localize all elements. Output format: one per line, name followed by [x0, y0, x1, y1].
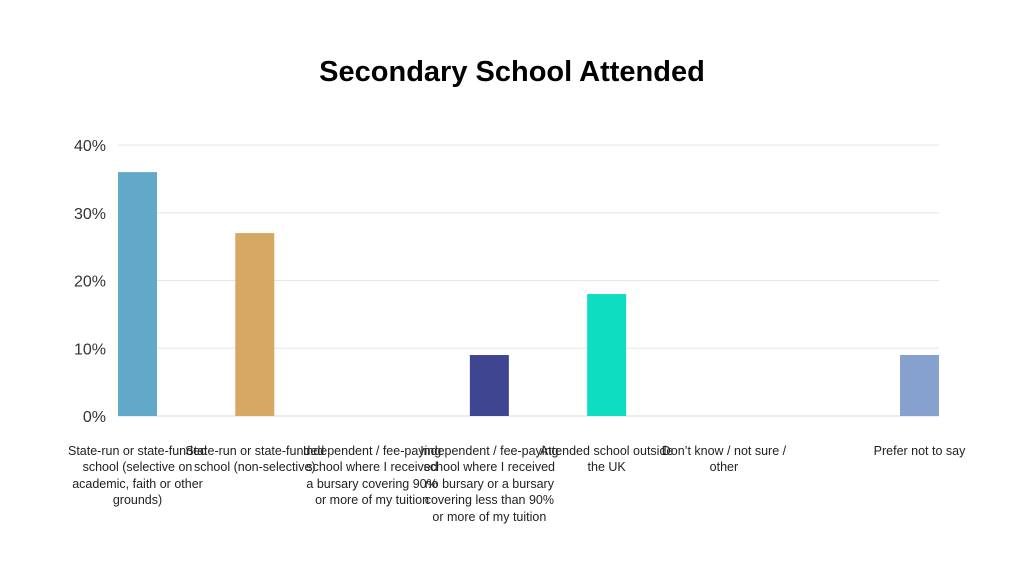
x-tick-label: Don’t know / not sure / other	[661, 444, 787, 475]
chart-title: Secondary School Attended	[319, 56, 705, 88]
bars	[118, 172, 939, 416]
bar	[118, 172, 157, 416]
y-tick-label: 20%	[73, 273, 106, 291]
bar	[587, 294, 626, 416]
x-tick-label: Independent / fee-paying school where I received no bursary or a bursary covering less than 90% or more of my tuition	[420, 444, 559, 524]
x-tick-label: State-run or state-funded school (selective on academic, faith or other grounds)	[68, 444, 207, 508]
x-tick-label: Independent / fee-paying school where I received a bursary covering 90% or more of my tuition	[302, 444, 442, 508]
y-tick-label: 40%	[73, 138, 106, 155]
y-tick-label: 10%	[73, 341, 106, 359]
x-tick-label: Attended school outside the UK	[539, 444, 674, 475]
bar	[235, 233, 274, 416]
y-tick-label: 30%	[73, 205, 106, 223]
x-tick-label: State-run or state-funded school (non-selective)	[185, 444, 325, 475]
bar	[470, 355, 509, 416]
bar	[900, 355, 939, 416]
x-tick-label: Prefer not to say	[873, 444, 966, 458]
y-tick-label: 0%	[82, 409, 106, 426]
y-axis-ticks	[74, 138, 106, 426]
